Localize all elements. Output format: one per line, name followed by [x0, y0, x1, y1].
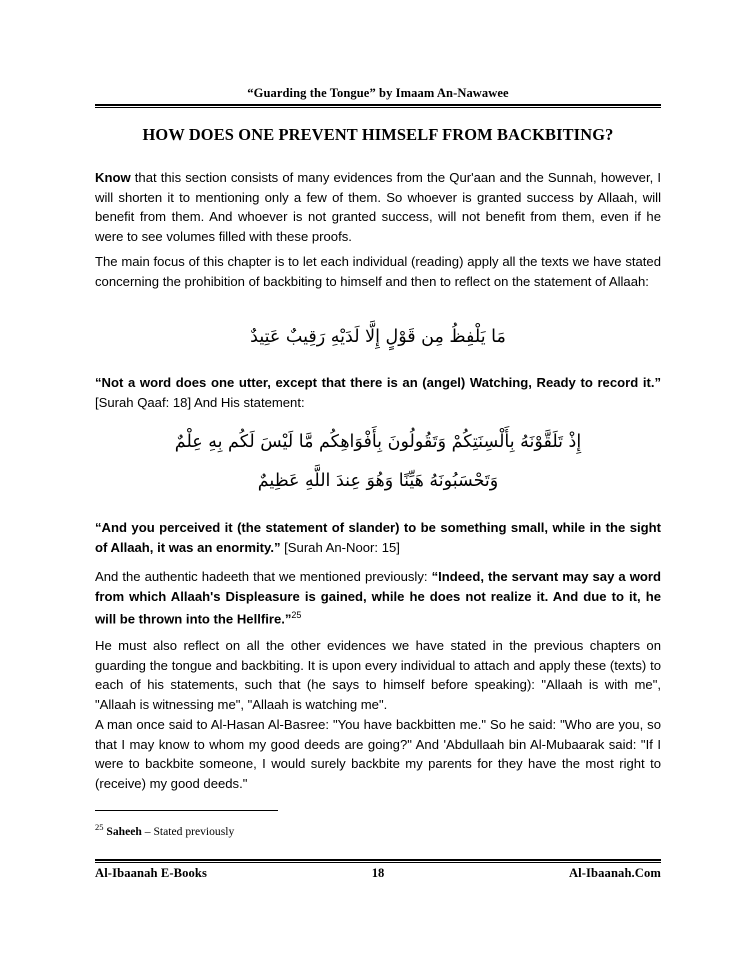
hadeeth-lead-in: And the authentic hadeeth that we mentioned previously:: [95, 569, 432, 584]
footnote-reference-25: 25: [291, 610, 302, 621]
hadeeth-quote: “Indeed, the servant may say a word from which Allaah's Displeasure is gained, while he does not realize it. And due to it, he will be thrown into the Hellfire.”: [95, 569, 662, 627]
footer-website: Al-Ibaanah.Com: [568, 866, 661, 880]
footer-divider: [95, 859, 661, 863]
paragraph-qaaf-translation: [95, 373, 661, 412]
footer-publisher: Al-Ibaanah E-Books: [95, 866, 208, 880]
page-title: HOW DOES ONE PREVENT HIMSELF FROM BACKBITING?: [142, 125, 614, 144]
footnote-entry: [95, 820, 661, 839]
footnote-number: 25: [95, 822, 104, 832]
paragraph-main-focus: The main focus of this chapter is to let each individual (reading) apply all the texts we have stated concerning the prohibition of backbiting to himself and then to reflect on the statement of Allaah:: [95, 254, 661, 289]
footer-page-number: 18: [371, 866, 385, 880]
paragraph-know-body: that this section consists of many evidences from the Qur'aan and the Sunnah, however, I will shorten it to mentioning only a few of them. So whoever is granted success by Allaah, will benefit from them. And whoever is not granted success, will not benefit from them, even if he were to see volumes filled with these proofs.: [95, 170, 661, 244]
paragraph-hadeeth: [95, 567, 661, 629]
annoor-translation-quote: “And you perceived it (the statement of slander) to be something small, while in the sight of Allaah, it was an enormity.”: [95, 520, 661, 555]
footnote-text: – Stated previously: [141, 824, 235, 838]
qaaf-translation-citation: [Surah Qaaf: 18] And His statement:: [95, 394, 305, 410]
header-divider: [95, 104, 661, 108]
footnote-source: Saheeh: [106, 824, 142, 838]
paragraph-reflect: He must also reflect on all the other evidences we have stated in the previous chapters on guarding the tongue and backbiting. It is upon every individual to attach and apply these (texts) to each of his statements, such that (he says to himself before speaking): "Allaah is with me", "Allaah is witnessing me", "Allaah is watching me".: [95, 638, 661, 712]
paragraph-al-hasan-story: A man once said to Al-Hasan Al-Basree: "You have backbitten me." So he said: "Who are you, so that I may know to whom my good deeds are going?" And 'Abdullaah bin Al-Mubaarak said: "If I were to backbite someone, I would surely backbite my parents for they have the most right to (receive) my good deeds.": [95, 717, 661, 791]
qaaf-translation-quote: “Not a word does one utter, except that there is an (angel) Watching, Ready to record it.”: [95, 375, 661, 390]
arabic-verse-annoor-line-2: وَتَحْسَبُونَهُ هَيِّنًا وَهُوَ عِندَ اللَّهِ عَظِيمٌ: [257, 471, 499, 491]
paragraph-know-lead: Know: [95, 170, 131, 185]
footnote-separator: [95, 810, 278, 811]
page-content-column: [95, 0, 661, 970]
paragraph-know: [95, 168, 661, 246]
annoor-translation-citation: [Surah An-Noor: 15]: [280, 539, 400, 555]
arabic-verse-annoor-line-1: إِذْ تَلَقَّوْنَهُ بِأَلْسِنَتِكُمْ وَتَقُولُونَ بِأَفْوَاهِكُم مَّا لَيْسَ لَكُم بِهِ عِلْمٌ: [174, 432, 582, 452]
arabic-verse-qaaf: مَا يَلْفِظُ مِن قَوْلٍ إِلَّا لَدَيْهِ رَقِيبٌ عَتِيدٌ: [250, 327, 506, 347]
paragraph-annoor-translation: [95, 518, 661, 557]
running-header-title: “Guarding the Tongue” by Imaam An-Nawawee: [247, 86, 509, 100]
running-header: [95, 86, 661, 108]
